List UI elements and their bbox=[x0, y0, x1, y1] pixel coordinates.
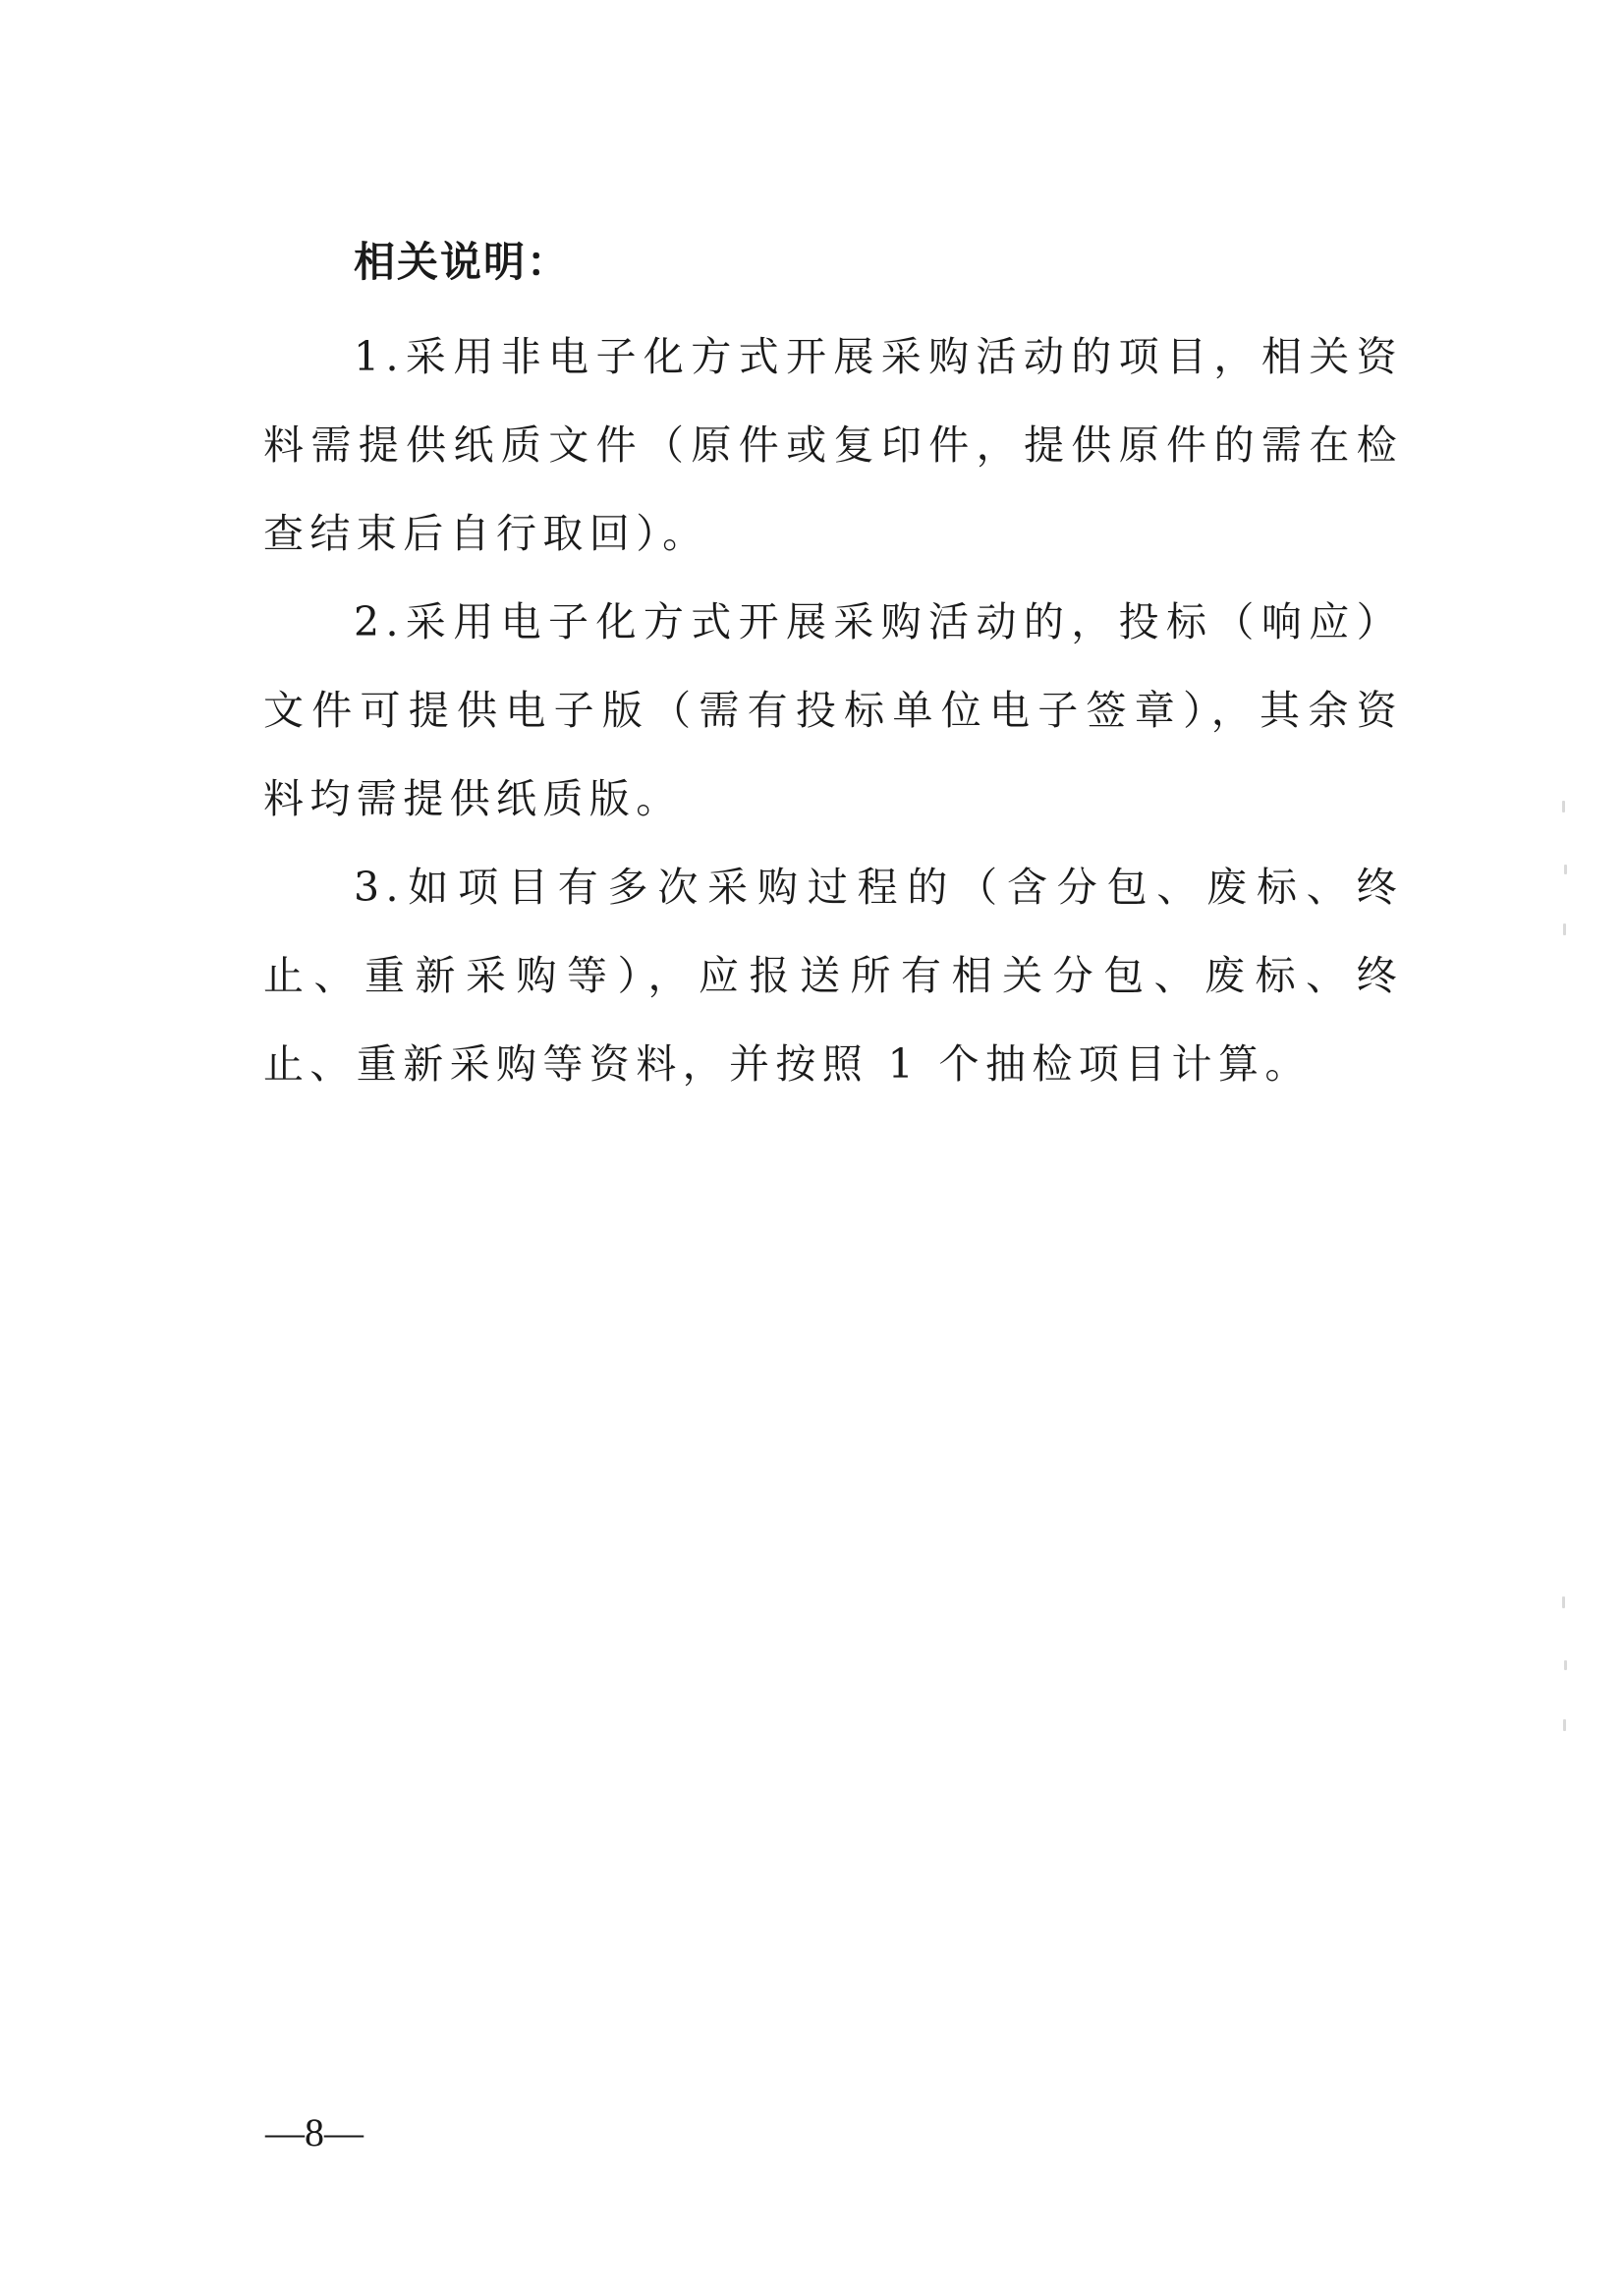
scan-mark bbox=[1562, 801, 1565, 812]
scan-mark bbox=[1562, 1596, 1565, 1608]
note-paragraph-3: 3.如项目有多次采购过程的（含分包、废标、终止、重新采购等），应报送所有相关分包、废标、终止、重新采购等资料，并按照 1 个抽检项目计算。 bbox=[263, 864, 1403, 1088]
scan-mark bbox=[1564, 1660, 1567, 1670]
scan-mark bbox=[1564, 865, 1567, 874]
scan-mark bbox=[1563, 1719, 1566, 1731]
page-number: —8— bbox=[265, 2110, 364, 2155]
document-body bbox=[263, 236, 1403, 1108]
note-paragraph-1: 1.采用非电子化方式开展采购活动的项目，相关资料需提供纸质文件（原件或复印件，提供原件的需在检查结束后自行取回）。 bbox=[263, 333, 1403, 557]
section-heading: 相关说明： bbox=[354, 238, 571, 286]
note-paragraph-2: 2.采用电子化方式开展采购活动的，投标（响应）文件可提供电子版（需有投标单位电子签章），其余资料均需提供纸质版。 bbox=[263, 598, 1403, 822]
scan-mark bbox=[1563, 924, 1566, 935]
